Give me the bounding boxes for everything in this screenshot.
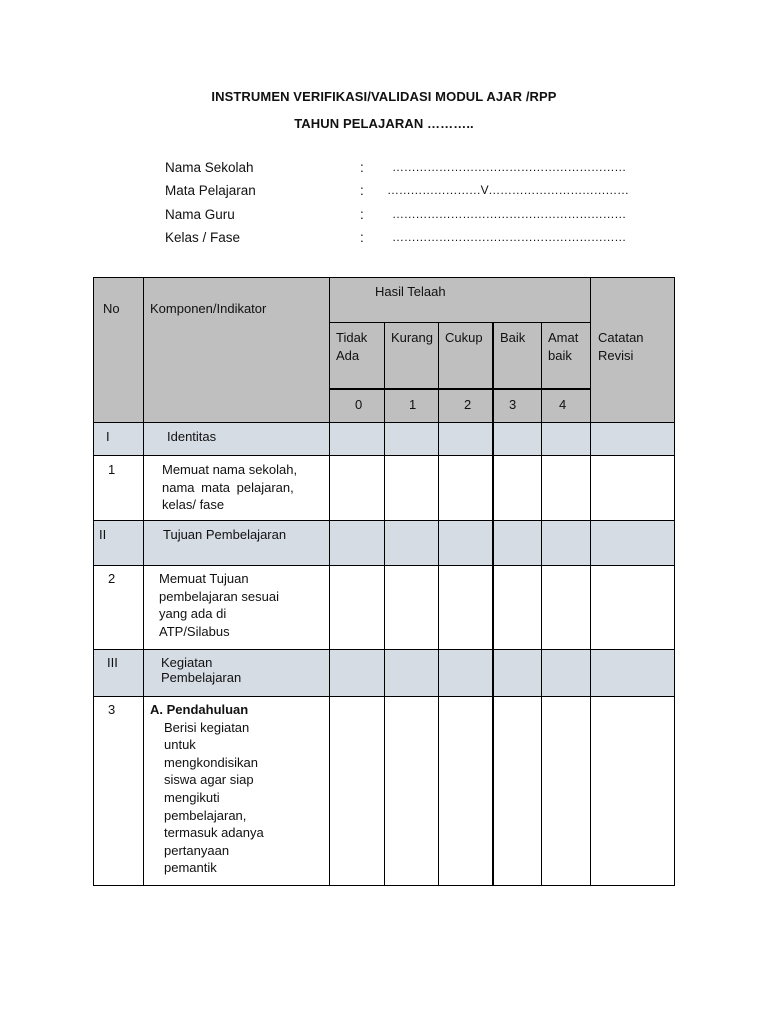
row-text: ATP/Silabus <box>159 624 230 639</box>
field-label: Mata Pelajaran <box>165 183 256 198</box>
table-border <box>541 322 542 886</box>
score-value-2: 2 <box>464 397 472 412</box>
field-colon: : <box>360 230 364 245</box>
score-label-cukup: Cukup <box>445 330 483 345</box>
score-value-0: 0 <box>355 397 363 412</box>
row-no: III <box>107 655 118 670</box>
row-no: I <box>106 429 110 444</box>
header-catatan: Catatan <box>598 330 644 345</box>
table-border <box>674 277 675 886</box>
score-value-4: 4 <box>559 397 567 412</box>
row-text: Memuat nama sekolah, <box>162 462 298 477</box>
header-komponen: Komponen/Indikator <box>150 301 267 316</box>
table-border <box>492 322 494 886</box>
field-label: Nama Sekolah <box>165 160 254 175</box>
row-text: Kegiatan <box>161 655 213 670</box>
table-border <box>330 322 591 323</box>
score-label-baik: Baik <box>500 330 526 345</box>
table-border <box>438 322 439 886</box>
field-colon: : <box>360 183 364 198</box>
row-text: pemantik <box>164 860 217 875</box>
score-label-kurang: Kurang <box>391 330 433 345</box>
row-no: 3 <box>108 702 116 717</box>
field-label: Nama Guru <box>165 207 235 222</box>
table-border <box>93 277 675 278</box>
row-text: Pembelajaran <box>161 670 242 685</box>
score-label-ada: Ada <box>336 348 360 363</box>
row-text: Berisi kegiatan <box>164 720 250 735</box>
score-label-baik-2: baik <box>548 348 572 363</box>
row-text: pembelajaran, <box>164 808 247 823</box>
row-text: pertanyaan <box>164 843 230 858</box>
row-text: mengkondisikan <box>164 755 258 770</box>
row-no: 1 <box>108 462 116 477</box>
field-value: …………………………………………………… <box>392 160 627 174</box>
table-border <box>330 388 591 390</box>
header-revisi: Revisi <box>598 348 634 363</box>
document-title: INSTRUMEN VERIFIKASI/VALIDASI MODUL AJAR /RPP <box>211 89 557 104</box>
row-no: II <box>99 527 107 542</box>
field-value: ……………………V……………………………… <box>387 183 629 197</box>
header-hasil-telaah: Hasil Telaah <box>375 284 446 299</box>
row-text: siswa agar siap <box>164 772 254 787</box>
field-value: …………………………………………………… <box>392 230 627 244</box>
row-text: mengikuti <box>164 790 220 805</box>
row-text: untuk <box>164 737 196 752</box>
row-heading: A. Pendahuluan <box>150 702 249 717</box>
score-label-tidak: Tidak <box>336 330 368 345</box>
table-border <box>384 322 385 886</box>
row-text: Memuat Tujuan <box>159 571 249 586</box>
score-value-3: 3 <box>509 397 517 412</box>
row-text: termasuk adanya <box>164 825 264 840</box>
header-no: No <box>103 301 120 316</box>
row-text: kelas/ fase <box>162 497 225 512</box>
score-value-1: 1 <box>409 397 417 412</box>
field-value: …………………………………………………… <box>392 207 627 221</box>
field-colon: : <box>360 207 364 222</box>
row-text: Tujuan Pembelajaran <box>163 527 287 542</box>
document-subtitle: TAHUN PELAJARAN ……….. <box>294 116 474 131</box>
row-text: pembelajaran sesuai <box>159 589 279 604</box>
row-no: 2 <box>108 571 116 586</box>
field-label: Kelas / Fase <box>165 230 241 245</box>
table-border <box>93 277 94 886</box>
table-border <box>329 277 330 886</box>
table-border <box>143 277 144 886</box>
score-label-amat: Amat <box>548 330 579 345</box>
row-text: nama mata pelajaran, <box>162 480 294 495</box>
row-text: Identitas <box>167 429 217 444</box>
table-border <box>590 277 591 886</box>
row-text: yang ada di <box>159 606 227 621</box>
field-colon: : <box>360 160 364 175</box>
